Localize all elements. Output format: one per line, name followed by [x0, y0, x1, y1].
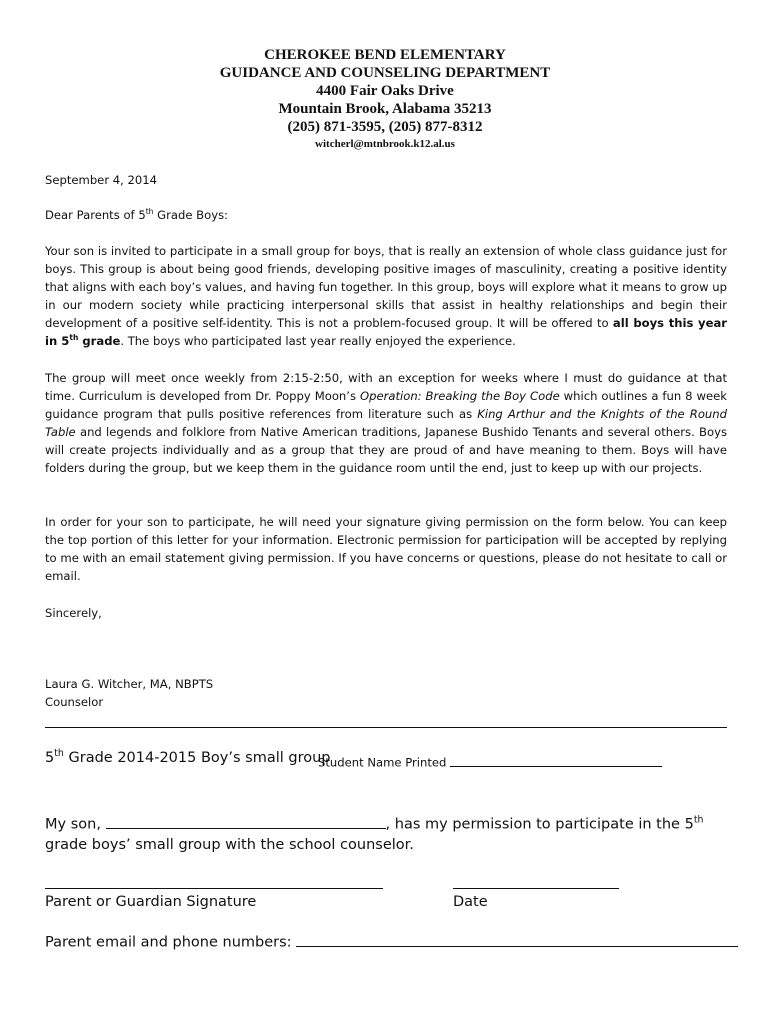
parent-signature-label: Parent or Guardian Signature — [45, 894, 257, 910]
salutation-superscript: th — [145, 207, 154, 217]
form-title-number: 5 — [45, 750, 55, 766]
form-title-superscript: th — [54, 748, 64, 760]
city-state-zip: Mountain Brook, Alabama 35213 — [278, 101, 492, 117]
book-title: Operation: Breaking the Boy Code — [359, 389, 560, 403]
student-name-label: Student Name Printed — [318, 755, 447, 770]
date-label: Date — [453, 894, 488, 910]
salutation-text: Dear Parents of 5 — [45, 208, 146, 222]
date-input[interactable] — [453, 888, 619, 889]
son-name-input[interactable] — [106, 813, 386, 829]
phone-numbers: (205) 871-3595, (205) 877-8312 — [287, 119, 483, 135]
parent-signature-input[interactable] — [45, 888, 383, 889]
form-title — [45, 750, 330, 766]
school-name: CHEROKEE BEND ELEMENTARY — [264, 47, 506, 63]
letterhead — [0, 46, 770, 152]
schedule-text-2: which outlines a fun 8 week guidance program that pulls positive references from literature such as — [45, 389, 727, 421]
street-address: 4400 Fair Oaks Drive — [316, 83, 454, 99]
permission-text-3: grade boys’ small group with the school counselor. — [45, 836, 414, 853]
permission-superscript: th — [693, 814, 704, 826]
signer-name: Laura G. Witcher, MA, NBPTS — [45, 677, 214, 691]
permission-text: My son, — [45, 816, 106, 833]
form-title-text: Grade 2014-2015 Boy’s small group — [63, 750, 331, 766]
department-name: GUIDANCE AND COUNSELING DEPARTMENT — [219, 65, 551, 81]
student-name-field — [318, 754, 662, 770]
signature-block — [45, 675, 727, 711]
schedule-text: The group will meet once weekly from 2:15-2:50, with an exception for weeks where I must do guidance at that time. Curriculum is developed from Dr. Poppy Moon’s — [45, 371, 727, 403]
paragraph-intro — [45, 242, 727, 350]
schedule-text-3: and legends and folklore from Native American traditions, Japanese Bushido Tenants and several others. Boys will create projects individually and as a group that they are proud of and have meaning to them. Boys will have folders during the group, but we keep them in the guidance room until the end, just to keep up with our projects. — [45, 425, 727, 475]
contact-input[interactable] — [296, 931, 738, 947]
paragraph-schedule — [45, 369, 727, 477]
paragraph-permission: In order for your son to participate, he will need your signature giving permission on the form below. You can keep the top portion of this letter for your information. Electronic permission for participation will be accepted by replying to me with an email statement giving permission. If you have concerns or questions, please do not hesitate to call or email. — [45, 515, 727, 583]
contact-field — [45, 931, 738, 951]
intro-text: Your son is invited to participate in a small group for boys, that is really an extension of whole class guidance just for boys. This group is about being good friends, developing positive images of masculinity, creating a positive identity that aligns with each boy’s values, and having fun together. In this group, boys will explore what it means to grow up in our modern society while practicing interpersonal skills that assist in healthy relationships and begin their development of a positive self-identity. This is not a problem-focused group. It will be offered to — [45, 244, 727, 330]
intro-bold-end: grade — [78, 334, 121, 348]
salutation-text-end: Grade Boys: — [153, 208, 229, 222]
intro-bold-text: all boys this year in 5 — [45, 316, 727, 348]
letter-date: September 4, 2014 — [45, 173, 158, 187]
permission-text-2: , has my permission to participate in the 5 — [385, 816, 694, 833]
student-name-input[interactable] — [450, 754, 662, 767]
permission-statement — [45, 813, 735, 855]
intro-end: . The boys who participated last year really enjoyed the experience. — [120, 334, 516, 348]
cut-divider — [45, 727, 727, 728]
salutation — [45, 206, 727, 224]
contact-label: Parent email and phone numbers: — [45, 934, 292, 951]
intro-bold-superscript: th — [69, 333, 79, 343]
signer-title: Counselor — [45, 695, 104, 709]
email-address: witcherl@mtnbrook.k12.al.us — [315, 138, 455, 150]
closing: Sincerely, — [45, 606, 102, 620]
literature-title: King Arthur and the Knights of the Round Table — [45, 407, 727, 439]
